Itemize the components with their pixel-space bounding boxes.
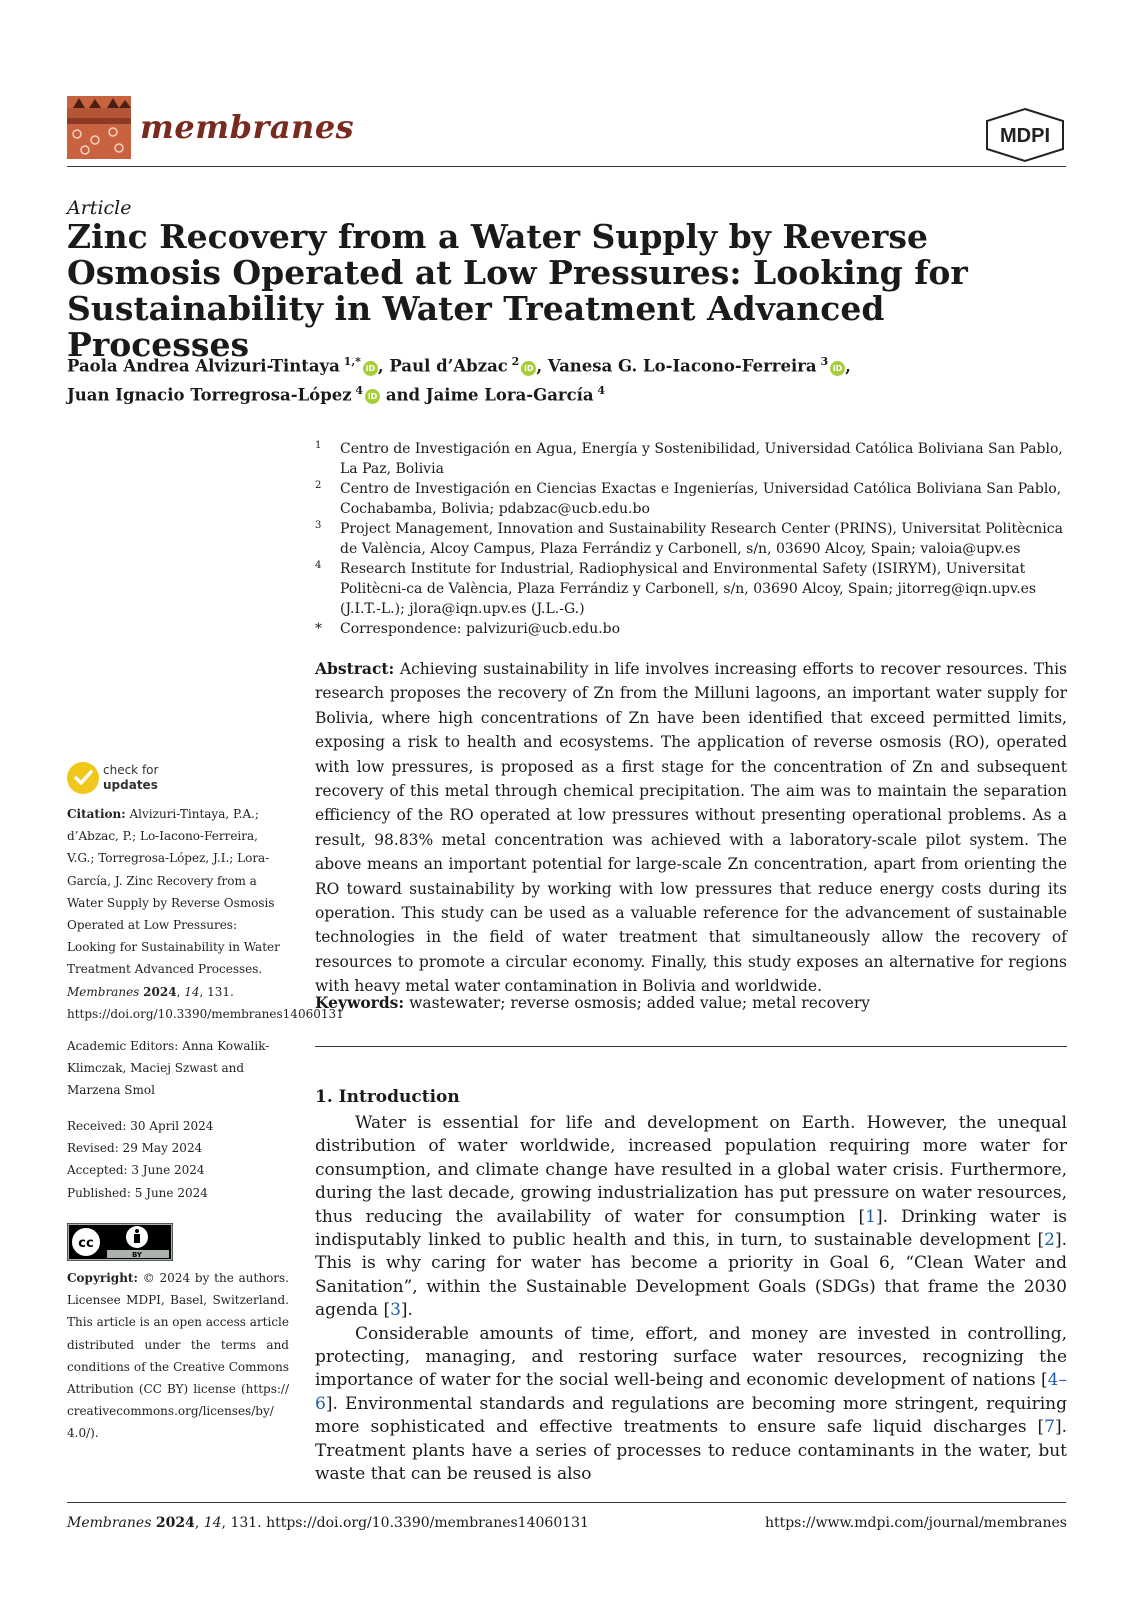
- citation-reference[interactable]: 4–6: [315, 1370, 1067, 1414]
- copyright-label: Copyright:: [67, 1271, 138, 1285]
- affiliation-number: 1: [315, 440, 322, 451]
- article-type: Article: [67, 197, 132, 219]
- author-name: Vanesa G. Lo-Iacono-Ferreira: [547, 356, 817, 376]
- date-line: Received: 30 April 2024: [67, 1119, 214, 1133]
- publication-dates: [67, 1115, 289, 1204]
- cc-by-license-icon[interactable]: [67, 1223, 173, 1261]
- author-affiliation-mark: 1,*: [339, 355, 361, 368]
- affiliation-item: [315, 479, 1067, 519]
- orcid-icon[interactable]: iD: [830, 361, 845, 376]
- section-heading-introduction: 1. Introduction: [315, 1087, 460, 1107]
- citation-reference[interactable]: 3: [390, 1300, 401, 1321]
- citation-reference[interactable]: 1: [865, 1206, 876, 1227]
- mdpi-logo-text: MDPI: [1000, 125, 1050, 147]
- journal-logo: [67, 96, 131, 159]
- correspondence: [315, 619, 1067, 639]
- cc-by-text: BY: [131, 1251, 143, 1259]
- abstract-label: Abstract:: [315, 659, 395, 678]
- orcid-icon[interactable]: iD: [365, 389, 380, 404]
- affiliation-item: [315, 439, 1067, 479]
- affiliation-text: Research Institute for Industrial, Radiophysical and Environmental Safety (ISIRYM), Universitat Politècni-ca de València, Plaza Ferrándiz y Carbonell, s/n, 03690 Alcoy, Spain; jitorreg@iqn.upv.es (J.I.T.-L.); jlora@iqn.upv.es (J.L.-G.): [340, 561, 1037, 617]
- check-label-1: check for: [103, 763, 159, 777]
- citation-label: Citation:: [67, 807, 126, 821]
- affiliations: [315, 439, 1067, 639]
- paragraph-text: ]. Drinking water is indisputably linked to public health and this, in turn, to sustainable development [: [315, 1206, 1067, 1251]
- header-rule: [67, 166, 1066, 167]
- footer-year: 2024: [155, 1515, 195, 1531]
- keywords-text: wastewater; reverse osmosis; added value; metal recovery: [409, 994, 870, 1012]
- check-for-updates-badge[interactable]: [67, 760, 267, 800]
- intro-paragraph-1: [315, 1112, 1067, 1323]
- orcid-icon[interactable]: iD: [521, 361, 536, 376]
- correspondence-marker: *: [315, 621, 322, 637]
- author-list: [67, 350, 1067, 407]
- citation-volume: 14: [184, 984, 200, 999]
- academic-editors: Academic Editors: Anna Kowalik-Klimczak, Maciej Szwast and Marzena Smol: [67, 1039, 270, 1098]
- citation-block: Citation: Alvizuri-Tintaya, P.A.; d’Abzac, P.; Lo-Iacono-Ferreira, V.G.; Torregrosa-López, J.I.; Lora-García, J. Zinc Recovery from a Water Supply by Reverse Osmosis Operated at Low Pressures: Looking for Sustainability in Water Treatment Advanced Processes. Membranes 2024, 14, 131. https://doi.org/10.3390/membranes14060131: [67, 807, 344, 1021]
- paragraph-text: ].: [400, 1300, 413, 1321]
- citation-reference[interactable]: 2: [1044, 1230, 1055, 1251]
- citation-text: Alvizuri-Tintaya, P.A.; d’Abzac, P.; Lo-Iacono-Ferreira, V.G.; Torregrosa-López, J.I.; Lora-García, J. Zinc Recovery from a Water Supply by Reverse Osmosis Operated at Low Pressures: Looking for Sustainability in Water Treatment Advanced Processes.: [67, 807, 280, 977]
- footer-citation: Membranes 2024, 14, 131. https://doi.org/10.3390/membranes14060131: [67, 1515, 589, 1531]
- date-line: Revised: 29 May 2024: [67, 1141, 203, 1156]
- keywords-label: Keywords:: [315, 993, 405, 1012]
- copyright-notice: [67, 1267, 289, 1445]
- author-name: Paola Andrea Alvizuri-Tintaya: [67, 356, 340, 376]
- mdpi-logo[interactable]: [983, 107, 1067, 163]
- author-name: Jaime Lora-García: [425, 385, 594, 404]
- author-separator: ,: [377, 356, 390, 376]
- svg-text:cc: cc: [78, 1236, 94, 1251]
- abstract: [315, 657, 1067, 999]
- citation-reference[interactable]: 7: [1044, 1417, 1055, 1438]
- date-line: Published: 5 June 2024: [67, 1185, 208, 1200]
- check-icon: [67, 762, 99, 794]
- footer-doi[interactable]: , 131. https://doi.org/10.3390/membranes14060131: [221, 1515, 589, 1531]
- affiliation-item: [315, 559, 1067, 619]
- affiliation-text: Project Management, Innovation and Sustainability Research Center (PRINS), Universitat Politècnica de València, Alcoy Campus, Plaza Ferrándiz y Carbonell, s/n, 03690 Alcoy, Spain; valoia@upv.es: [340, 521, 1063, 557]
- correspondence-text: Correspondence: palvizuri@ucb.edu.bo: [340, 621, 621, 637]
- author-separator: ,: [536, 356, 548, 376]
- orcid-icon[interactable]: iD: [363, 361, 378, 376]
- abstract-text: Achieving sustainability in life involves increasing efforts to recover resources. This research proposes the recovery of Zn from the Milluni lagoons, an important water supply for Bolivia, where high concentrations of Zn have been identified that exceed permitted limits, exposing a risk to health and ecosystems. The application of reverse osmosis (RO), operated with low pressures, is proposed as a first stage for the concentration of Zn and subsequent recovery of this metal through chemical precipitation. The aim was to maintain the separation efficiency of the RO operated at low pressures without presenting operational problems. As a result, 98.83% metal concentration was achieved with a laboratory-scale pilot system. The above means an important potential for large-scale Zn concentration, apart from orienting the RO toward sustainability by working with low pressures that reduce energy costs during its operation. This study can be used as a valuable reference for the advancement of sustainable technologies in the field of water treatment that simultaneously allow the recovery of resources to promote a circular economy. Finally, this study exposes an alternative for regions with heavy metal water contamination in Bolivia and worldwide.: [315, 660, 1067, 996]
- author-affiliation-mark: 4: [593, 383, 606, 397]
- affiliation-text: Centro de Investigación en Ciencias Exactas e Ingenierías, Universidad Católica Boliviana San Pablo, Cochabamba, Bolivia; pdabzac@ucb.edu.bo: [340, 481, 1062, 517]
- date-line: Accepted: 3 June 2024: [67, 1163, 205, 1178]
- affiliation-item: [315, 519, 1067, 559]
- introduction-body: [315, 1112, 1067, 1487]
- author-separator: ,: [845, 356, 851, 376]
- affiliation-number: 4: [315, 560, 322, 571]
- keywords: [315, 993, 1067, 1012]
- journal-name: membranes: [140, 108, 355, 146]
- copyright-text: © 2024 by the authors. Licensee MDPI, Basel, Switzerland. This article is an open access article distributed under the terms and conditions of the Creative Commons Attribution (CC BY) license (https:// creativecommons.org/licenses/by/ 4.0/).: [67, 1271, 289, 1441]
- author-affiliation-mark: 2: [507, 355, 520, 368]
- footer-journal: Membranes: [67, 1515, 152, 1531]
- paragraph-text: ]. Treatment plants have a series of processes to reduce contaminants in the water, but waste that can be reused is also: [315, 1417, 1067, 1485]
- affiliation-number: 2: [315, 480, 322, 491]
- check-label-2: updates: [103, 778, 158, 792]
- paragraph-text: ]. Environmental standards and regulations are becoming more stringent, requiring more sophisticated and effective treatments to ensure safe liquid discharges [: [315, 1393, 1067, 1438]
- author-affiliation-mark: 3: [816, 355, 829, 368]
- citation-year: 2024: [143, 984, 177, 999]
- paragraph-text: ]. This is why caring for water has become a priority in Goal 6, “Clean Water and Sanitation”, within the Sustainable Development Goals (SDGs) that frame the 2030 agenda [: [315, 1230, 1067, 1321]
- citation-doi[interactable]: , 131. https://doi.org/10.3390/membranes14060131: [67, 984, 344, 1021]
- footer-journal-url[interactable]: https://www.mdpi.com/journal/membranes: [764, 1515, 1067, 1531]
- paragraph-text: Considerable amounts of time, effort, and money are invested in controlling, protecting, managing, and restoring surface water resources, recognizing the importance of water for the social well-being and economic development of nations [: [315, 1323, 1067, 1391]
- article-title: Zinc Recovery from a Water Supply by Reverse Osmosis Operated at Low Pressures: Looking for Sustainability in Water Treatment Advanced Processes: [67, 217, 968, 364]
- footer-volume: 14: [203, 1515, 222, 1531]
- citation-journal: Membranes: [67, 984, 140, 999]
- author-affiliation-mark: 4: [351, 383, 364, 397]
- author-separator: and: [380, 385, 426, 404]
- intro-paragraph-2: [315, 1323, 1067, 1487]
- affiliation-text: Centro de Investigación en Agua, Energía y Sostenibilidad, Universidad Católica Boliviana San Pablo, La Paz, Bolivia: [340, 441, 1063, 477]
- author-name: Paul d’Abzac: [389, 356, 508, 376]
- footer-rule: [67, 1502, 1066, 1503]
- abstract-rule: [315, 1046, 1067, 1047]
- author-name: Juan Ignacio Torregrosa-López: [67, 385, 352, 404]
- paragraph-text: Water is essential for life and development on Earth. However, the unequal distribution of water worldwide, increased population requiring more water for consumption, and climate change have resulted in a global water crisis. Furthermore, during the last decade, growing industrialization has put pressure on water resources, thus reducing the availability of water for consumption [: [315, 1113, 1067, 1227]
- affiliation-number: 3: [315, 520, 322, 531]
